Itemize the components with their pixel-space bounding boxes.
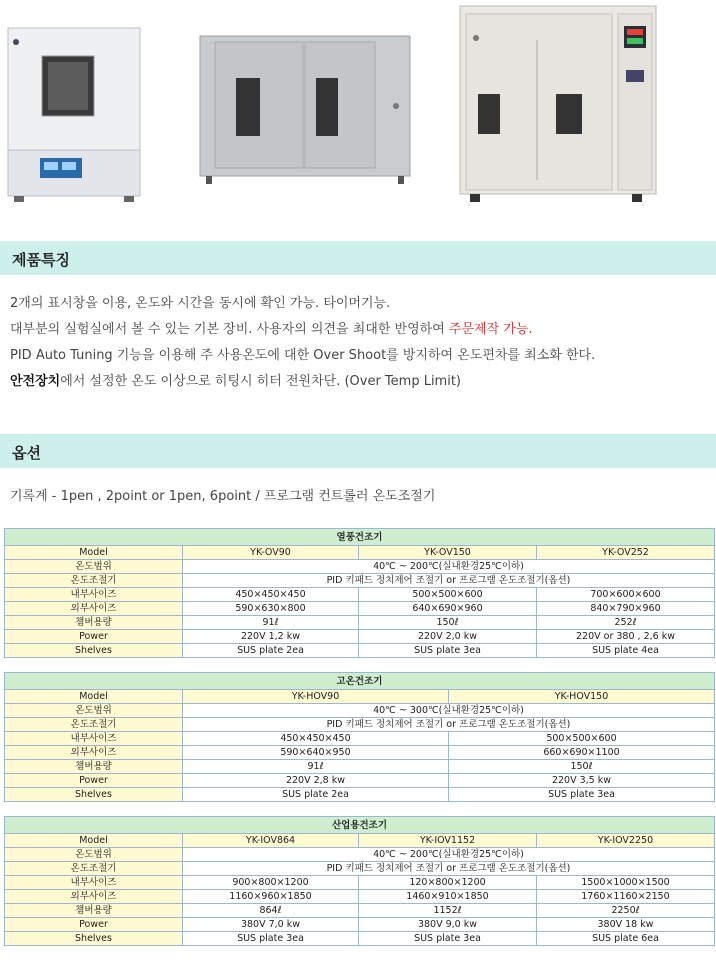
outer-size: 840×790×960 (537, 602, 715, 616)
row-label: 챔버용량 (5, 904, 183, 918)
capacity: 252ℓ (537, 616, 715, 630)
model-cell: YK-OV150 (359, 546, 537, 560)
model-cell: YK-HOV150 (449, 690, 715, 704)
capacity: 2250ℓ (537, 904, 715, 918)
shelves: SUS plate 3ea (359, 932, 537, 946)
power: 380V 18 kw (537, 918, 715, 932)
power: 220V 2,8 kw (183, 774, 449, 788)
feature-line-4 (10, 369, 595, 395)
inner-size: 1500×1000×1500 (537, 876, 715, 890)
row-label: 온도범위 (5, 848, 183, 862)
capacity: 150ℓ (359, 616, 537, 630)
model-cell: YK-IOV2250 (537, 834, 715, 848)
row-label: 내부사이즈 (5, 876, 183, 890)
model-cell: YK-IOV1152 (359, 834, 537, 848)
outer-size: 1160×960×1850 (183, 890, 359, 904)
row-label: Shelves (5, 644, 183, 658)
features-list (10, 291, 595, 395)
power: 220V 1,2 kw (183, 630, 359, 644)
inner-size: 500×500×600 (449, 732, 715, 746)
inner-size: 450×450×450 (183, 588, 359, 602)
capacity: 1152ℓ (359, 904, 537, 918)
inner-size: 120×800×1200 (359, 876, 537, 890)
options-text: 기록계 - 1pen , 2point or 1pen, 6point / 프로그램 컨트롤러 온도조절기 (10, 489, 436, 504)
temp-range: 40℃ ~ 200℃(실내환경25℃이하) (183, 848, 715, 862)
power: 380V 9,0 kw (359, 918, 537, 932)
row-label: Power (5, 630, 183, 644)
row-label: Model (5, 690, 183, 704)
row-label: 외부사이즈 (5, 746, 183, 760)
table-title: 열풍건조기 (5, 529, 715, 546)
oven-small-image (8, 28, 140, 202)
row-label: 외부사이즈 (5, 602, 183, 616)
shelves: SUS plate 3ea (183, 932, 359, 946)
shelves: SUS plate 4ea (537, 644, 715, 658)
oven-medium-image (200, 36, 410, 184)
feature-line-1: 2개의 표시창을 이용, 온도와 시간을 동시에 확인 가능. 타이머기능. (10, 296, 391, 311)
controller: PID 키패드 정치제어 조절기 or 프로그램 온도조절기(옵션) (183, 718, 715, 732)
row-label: Model (5, 546, 183, 560)
options-title: 옵션 (12, 444, 41, 462)
product-photos (0, 0, 716, 230)
spec-table-high-temp (4, 672, 715, 802)
temp-range: 40℃ ~ 300℃(실내환경25℃이하) (183, 704, 715, 718)
power: 380V 7,0 kw (183, 918, 359, 932)
capacity: 91ℓ (183, 760, 449, 774)
outer-size: 660×690×1100 (449, 746, 715, 760)
features-title: 제품특징 (12, 251, 70, 269)
safety-device-label: 안전장치 (10, 374, 61, 389)
power: 220V 3,5 kw (449, 774, 715, 788)
row-label: 챔버용량 (5, 760, 183, 774)
row-label: Power (5, 918, 183, 932)
model-cell: YK-OV252 (537, 546, 715, 560)
model-cell: YK-HOV90 (183, 690, 449, 704)
shelves: SUS plate 6ea (537, 932, 715, 946)
row-label: 온도범위 (5, 560, 183, 574)
feature-line-3: PID Auto Tuning 기능을 이용해 주 사용온도에 대한 Over Shoot를 방지하여 온도편차를 최소화 한다. (10, 348, 596, 363)
table-title: 고온건조기 (5, 673, 715, 690)
shelves: SUS plate 2ea (183, 788, 449, 802)
row-label: 온도조절기 (5, 718, 183, 732)
custom-order-highlight: 주문제작 가능. (448, 322, 533, 337)
model-cell: YK-OV90 (183, 546, 359, 560)
outer-size: 640×690×960 (359, 602, 537, 616)
inner-size: 900×800×1200 (183, 876, 359, 890)
outer-size: 590×630×800 (183, 602, 359, 616)
row-label: 챔버용량 (5, 616, 183, 630)
row-label: Model (5, 834, 183, 848)
capacity: 91ℓ (183, 616, 359, 630)
row-label: 내부사이즈 (5, 588, 183, 602)
row-label: Power (5, 774, 183, 788)
capacity: 150ℓ (449, 760, 715, 774)
shelves: SUS plate 3ea (449, 788, 715, 802)
feature-line-4-text: 에서 설정한 온도 이상으로 히팅시 히터 전원차단. (Over Temp Limit) (60, 374, 462, 389)
spec-table-hot-air (4, 528, 715, 658)
oven-industrial-image (460, 6, 656, 202)
inner-size: 500×500×600 (359, 588, 537, 602)
row-label: Shelves (5, 788, 183, 802)
feature-line-2-text: 대부분의 실험실에서 볼 수 있는 기본 장비. 사용자의 의견을 최대한 반영하여 (10, 322, 449, 337)
row-label: Shelves (5, 932, 183, 946)
outer-size: 590×640×950 (183, 746, 449, 760)
power: 220V or 380 , 2,6 kw (537, 630, 715, 644)
spec-table-industrial (4, 816, 715, 946)
feature-line-2 (10, 317, 595, 343)
shelves: SUS plate 3ea (359, 644, 537, 658)
row-label: 온도범위 (5, 704, 183, 718)
inner-size: 450×450×450 (183, 732, 449, 746)
table-title: 산업용건조기 (5, 817, 715, 834)
row-label: 외부사이즈 (5, 890, 183, 904)
shelves: SUS plate 2ea (183, 644, 359, 658)
row-label: 내부사이즈 (5, 732, 183, 746)
inner-size: 700×600×600 (537, 588, 715, 602)
outer-size: 1460×910×1850 (359, 890, 537, 904)
outer-size: 1760×1160×2150 (537, 890, 715, 904)
model-cell: YK-IOV864 (183, 834, 359, 848)
controller: PID 키패드 정치제어 조절기 or 프로그램 온도조절기(옵션) (183, 862, 715, 876)
power: 220V 2,0 kw (359, 630, 537, 644)
temp-range: 40℃ ~ 200℃(실내환경25℃이하) (183, 560, 715, 574)
controller: PID 키패드 정치제어 조절기 or 프로그램 온도조절기(옵션) (183, 574, 715, 588)
options-header (0, 434, 716, 468)
capacity: 864ℓ (183, 904, 359, 918)
row-label: 온도조절기 (5, 862, 183, 876)
features-header (0, 241, 716, 275)
row-label: 온도조절기 (5, 574, 183, 588)
